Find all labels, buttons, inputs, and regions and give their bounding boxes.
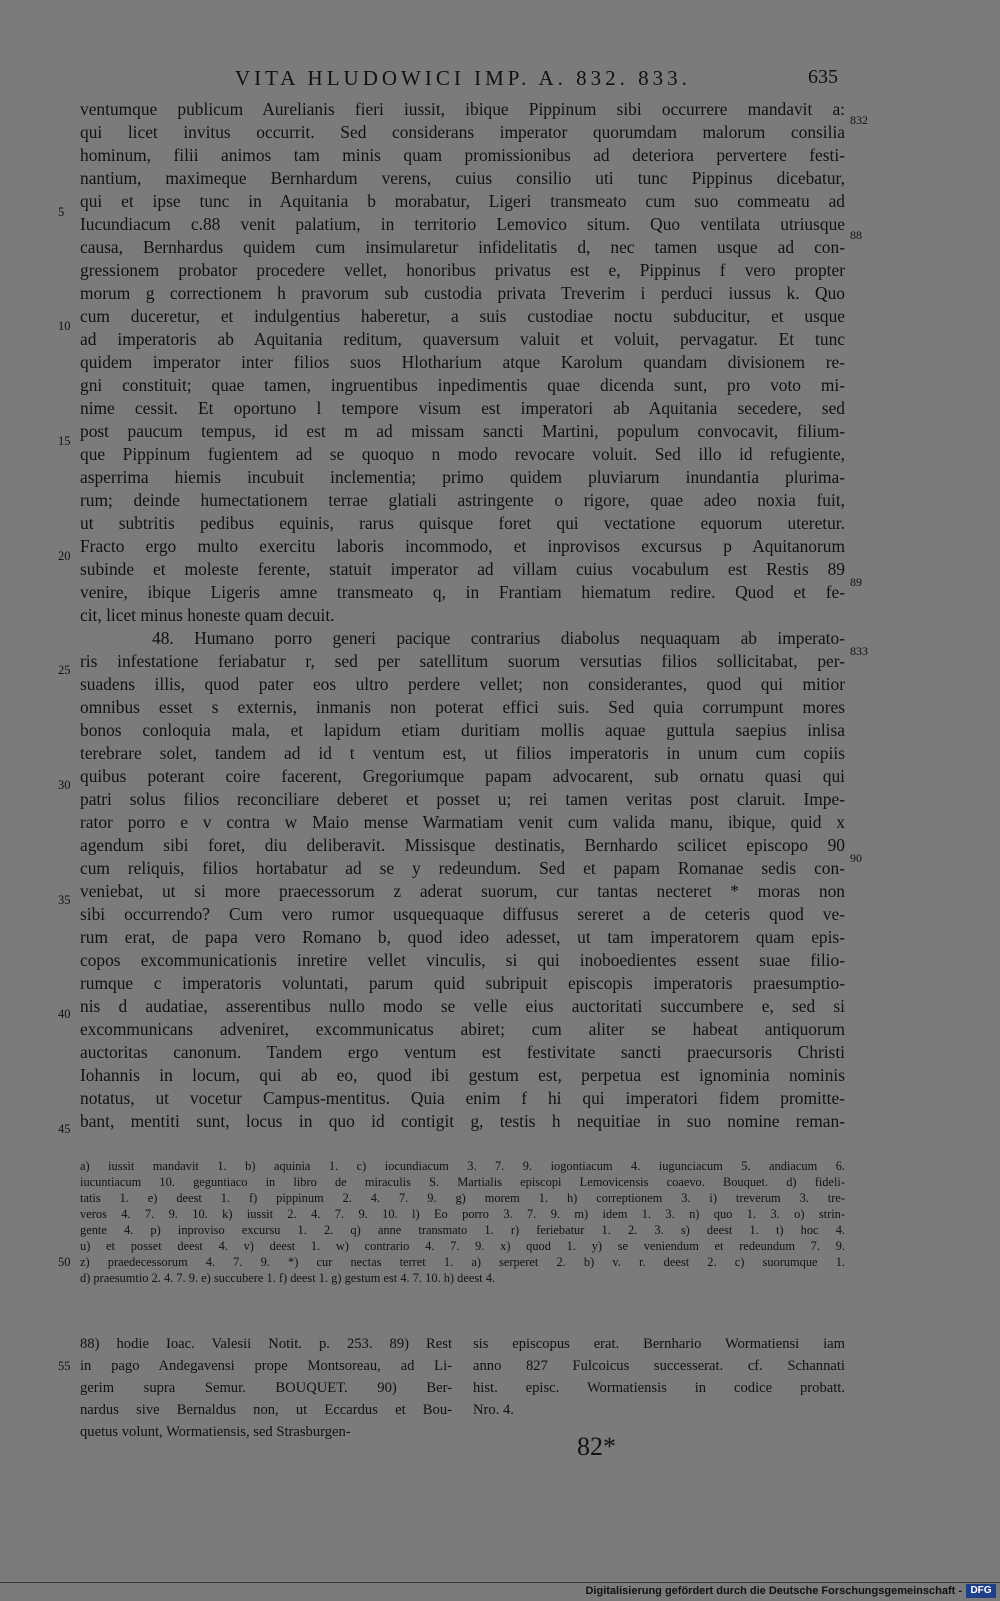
- text-line: morum g correctionem h pravorum sub custodia privata Treverim i perduci iussus k. Quo: [80, 283, 845, 303]
- margin-footnote-ref: 89: [850, 575, 862, 589]
- text-line: venire, ibique Ligeris amne transmeato q, in Frantiam hiematum redire. Quod et fe-: [80, 582, 845, 602]
- margin-year: 833: [850, 644, 868, 658]
- line-number: 45: [58, 1122, 71, 1136]
- text-line: ris infestatione feriabatur r, sed per satellitum suorum versutias filios sollicitabat, per-: [80, 651, 845, 671]
- line-number: 55: [58, 1359, 71, 1373]
- footnote-line: anno 827 Fulcoicus successerat. cf. Schannati: [473, 1358, 845, 1374]
- digitization-credit: Digitalisierung gefördert durch die Deutsche Forschungsgemeinschaft -: [585, 1585, 962, 1597]
- text-line: asperrima hiemis incubuit inclementia; primo quidem pluviarum inundantia plurima-: [80, 467, 845, 487]
- signature-mark: 82*: [577, 1432, 616, 1461]
- variant-line: z) praedecessorum 4. 7. 9. *) cur nectas terret 1. a) serperet 2. b) v. r. deest 2. c) suorumque 1.: [80, 1255, 845, 1269]
- text-line: patri solus filios reconciliare deberet et posset u; rei tamen veritas post claruit. Impe-: [80, 789, 845, 809]
- text-line: Iucundiacum c.88 venit palatium, in territorio Lemovico situm. Quo ventilata utriusque: [80, 214, 845, 234]
- text-line: excommunicans adveniret, excommunicatus abiret; cum aliter se habeat antiquorum: [80, 1019, 845, 1039]
- text-line: quidem imperator inter filios suos Hlotharium atque Karolum quandam divisionem re-: [80, 352, 845, 372]
- text-line: bonos conloquia mala, et lapidum etiam duritiam mollis aquae guttula saepius inlisa: [80, 720, 845, 740]
- variant-line: a) iussit mandavit 1. b) aquinia 1. c) iocundiacum 3. 7. 9. iogontiacum 4. iugunciacum 5. andiacum 6.: [80, 1159, 845, 1173]
- text-line: copos excommunicationis inretire vellet vinculis, si qui inoboedientes essent suae filio-: [80, 950, 845, 970]
- footnote-line: Nro. 4.: [473, 1402, 514, 1418]
- text-line: cit, licet minus honeste quam decuit.: [80, 605, 335, 625]
- margin-footnote-ref: 88: [850, 228, 862, 242]
- line-number: 50: [58, 1255, 71, 1269]
- text-line: cum reliquis, filios hortabatur ad se y redeundum. Sed et papam Romanae sedis con-: [80, 858, 845, 878]
- text-line: omnibus esset s externis, inmanis non poterat effici suis. Sed quia corrumpunt mores: [80, 697, 845, 717]
- text-line: ut subtritis pedibus equinis, rarus quisque foret qui vectatione equorum uteretur.: [80, 513, 845, 533]
- variant-line: iucuntiacum 10. geguntiaco in libro de miraculis S. Martialis episcopi Lemovicensis coaevo. Bouquet. d) fideli-: [80, 1175, 845, 1189]
- line-number: 35: [58, 893, 71, 907]
- dfg-logo: DFG: [966, 1584, 996, 1598]
- text-line: bant, mentiti sunt, locus in quo id contigit g, testis h nequitiae in suo nomine reman-: [80, 1111, 845, 1131]
- text-line: sibi occurrendo? Cum vero rumor usquequaque diffusus sereret a de ceteris quod ve-: [80, 904, 845, 924]
- line-number: 30: [58, 778, 71, 792]
- text-line: ad imperatoris ab Aquitania reditum, quaversum valuit et voluit, pervagatur. Et tunc: [80, 329, 845, 349]
- text-line: rum erat, de papa vero Romano b, quod ideo adesset, ut tam imperatorem quam epis-: [80, 927, 845, 947]
- text-line: notatus, ut vocetur Campus-mentitus. Quia enim f hi qui imperatori fidem promitte-: [80, 1088, 845, 1108]
- footnote-line: gerim supra Semur. BOUQUET. 90) Ber-: [80, 1380, 452, 1396]
- page-number: 635: [808, 66, 838, 88]
- text-line: quibus poterant coire facerent, Gregoriumque papam advocarent, sub ornatu quasi qui: [80, 766, 845, 786]
- line-number: 10: [58, 319, 71, 333]
- text-line: rumque c imperatoris voluntati, parum quid subripuit episcopis imperatoris praesumptio-: [80, 973, 845, 993]
- text-line: que Pippinum fugientem ad se quoquo n modo revocare voluit. Sed illo id refugiente,: [80, 444, 845, 464]
- margin-year: 832: [850, 113, 868, 127]
- text-line: qui et ipse tunc in Aquitania b morabatur, Ligeri transmeato cum suo commeatu ad: [80, 191, 845, 211]
- text-line: nis d audatiae, asserentibus nullo modo se velle eius auctoritati succumbere e, sed si: [80, 996, 845, 1016]
- line-number: 15: [58, 434, 71, 448]
- text-line: auctoritas canonum. Tandem ergo ventum est festivitate sancti praecursoris Christi: [80, 1042, 845, 1062]
- text-line: nantium, maximeque Bernhardum verens, cuius consilio uti tunc Pippinus dicebatur,: [80, 168, 845, 188]
- variant-line: gente 4. p) inproviso excursu 1. 2. q) anne transmato 1. r) feriebatur 1. 2. 3. s) deest 1. t) hoc 4.: [80, 1223, 845, 1237]
- text-line: gressionem probator procedere vellet, honoribus privatus est e, Pippinus f vero propter: [80, 260, 845, 280]
- footnote-line: in pago Andegavensi prope Montsoreau, ad Li-: [80, 1358, 452, 1374]
- line-number: 40: [58, 1007, 71, 1021]
- line-number: 20: [58, 549, 71, 563]
- running-title: VITA HLUDOWICI IMP. A. 832. 833.: [235, 66, 691, 90]
- text-line: post paucum tempus, id est m ad missam sancti Martini, populum convocavit, filium-: [80, 421, 845, 441]
- text-line: rator porro e v contra w Maio mense Warmatiam venit cum valida manu, ibique, quid x: [80, 812, 845, 832]
- text-line: hominum, filii animos tam minis quam promissionibus ad deteriora pervertere festi-: [80, 145, 845, 165]
- footnote-line: sis episcopus erat. Bernhario Wormatiensi iam: [473, 1336, 845, 1352]
- text-line: Fracto ergo multo exercitu laboris incommodo, et inprovisos excursus p Aquitanorum: [80, 536, 845, 556]
- text-line: subinde et moleste ferente, statuit imperator ad villam cuius vocabulum est Restis 89: [80, 559, 845, 579]
- variant-line: veros 4. 7. 9. 10. k) iussit 2. 4. 7. 9. 10. l) Eo porro 3. 7. 9. m) idem 1. 3. n) quo 1. 3. o) strin-: [80, 1207, 845, 1221]
- line-number: 5: [58, 205, 65, 219]
- text-line: terebrare solet, tandem ad id t ventum est, ut filios imperatoris in unum cum copiis: [80, 743, 845, 763]
- footer-rule: [0, 1582, 1000, 1583]
- variant-line: u) et posset deest 4. v) deest 1. w) contrario 4. 7. 9. x) quod 1. y) se veniendum et redeundum 7. 9.: [80, 1239, 845, 1253]
- text-line: Iohannis in locum, qui ab eo, quod ibi gestum est, perpetua est ignominia nominis: [80, 1065, 845, 1085]
- text-line: veniebat, ut si more praecessorum z aderat suorum, cur tantas necteret * moras non: [80, 881, 845, 901]
- text-line: qui licet invitus occurrit. Sed considerans imperator quorumdam malorum consilia: [80, 122, 845, 142]
- variant-line: d) praesumtio 2. 4. 7. 9. e) succubere 1. f) deest 1. g) gestum est 4. 7. 10. h) deest 4.: [80, 1271, 495, 1285]
- text-line: ventumque publicum Aurelianis fieri iussit, ibique Pippinum sibi occurrere mandavit a:: [80, 99, 845, 119]
- margin-footnote-ref: 90: [850, 851, 862, 865]
- line-number: 25: [58, 663, 71, 677]
- footnote-line: quetus volunt, Wormatiensis, sed Strasburgen-: [80, 1424, 351, 1440]
- text-line: agendum sibi foret, diu deliberavit. Missisque destinatis, Bernhardo scilicet episcopo 90: [80, 835, 845, 855]
- text-line: rum; deinde humectationem terrae glatiali astringente o rigore, quae adeo noxia fuit,: [80, 490, 845, 510]
- text-line: nime cessit. Et oportuno l tempore visum est imperatori ab Aquitania secedere, sed: [80, 398, 845, 418]
- page-header: [0, 66, 1000, 92]
- text-line: 48. Humano porro generi pacique contrarius diabolus nequaquam ab imperato-: [152, 628, 845, 648]
- footnote-line: 88) hodie Ioac. Valesii Notit. p. 253. 89) Rest: [80, 1336, 452, 1352]
- footnote-line: hist. episc. Wormatiensis in codice probatt.: [473, 1380, 845, 1396]
- text-line: cum duceretur, et indulgentius haberetur, a suis custodiae noctu subducitur, et usque: [80, 306, 845, 326]
- text-line: suadens illis, quod pater eos ultro perdere vellet; non considerantes, quod qui mitior: [80, 674, 845, 694]
- text-line: causa, Bernhardus quidem cum insimularetur infidelitatis d, nec tamen usque ad con-: [80, 237, 845, 257]
- text-line: gni constituit; quae tamen, ingruentibus inpedimentis quae dicenda sunt, pro voto mi-: [80, 375, 845, 395]
- variant-line: tatis 1. e) deest 1. f) pippinum 2. 4. 7. 9. g) morem 1. h) correptionem 3. i) treverum 3. tre-: [80, 1191, 845, 1205]
- footnote-line: nardus sive Bernaldus non, ut Eccardus et Bou-: [80, 1402, 452, 1418]
